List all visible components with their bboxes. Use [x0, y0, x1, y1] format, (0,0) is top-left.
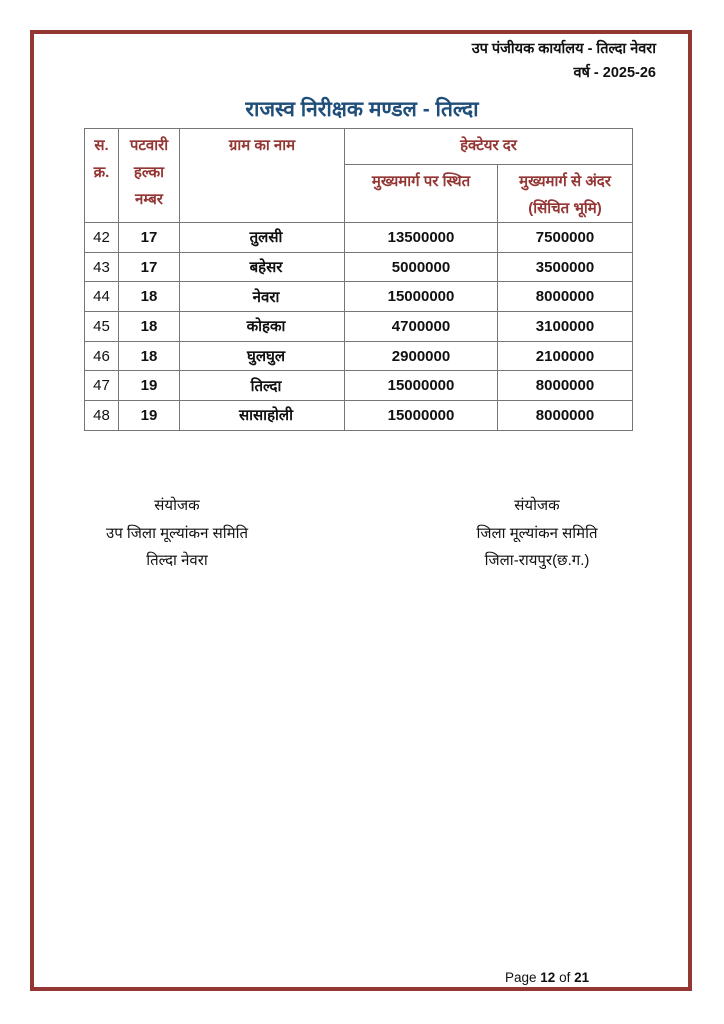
- rate-on-road-cell: 15000000: [345, 371, 498, 401]
- village-cell: बहेसर: [180, 252, 345, 282]
- village-cell: सासाहोली: [180, 401, 345, 431]
- office-header: [472, 37, 656, 85]
- page-title: राजस्व निरीक्षक मण्डल - तिल्दा: [245, 98, 479, 121]
- serial-cell: 45: [85, 312, 119, 342]
- rate-inner-cell: 8000000: [498, 371, 633, 401]
- signature-block-left: [66, 492, 288, 575]
- serial-cell: 46: [85, 341, 119, 371]
- column-header-village: ग्राम का नाम: [180, 129, 345, 223]
- rate-on-road-cell: 5000000: [345, 252, 498, 282]
- table-row: [85, 282, 633, 312]
- total-pages: 21: [574, 970, 590, 985]
- serial-cell: 47: [85, 371, 119, 401]
- rate-on-road-cell: 15000000: [345, 401, 498, 431]
- serial-cell: 44: [85, 282, 119, 312]
- signature-committee: जिला मूल्यांकन समिति: [476, 524, 598, 542]
- halka-cell: 17: [119, 252, 180, 282]
- rate-on-road-cell: 2900000: [345, 341, 498, 371]
- rate-inner-cell: 8000000: [498, 282, 633, 312]
- page-number: 12: [540, 970, 556, 985]
- rate-inner-cell: 2100000: [498, 341, 633, 371]
- rate-inner-cell: 3100000: [498, 312, 633, 342]
- of-label: of: [559, 970, 571, 985]
- page-label: Page: [505, 970, 537, 985]
- signature-place: जिला-रायपुर(छ.ग.): [484, 552, 590, 569]
- table-row: [85, 371, 633, 401]
- year-label: वर्ष - 2025-26: [573, 65, 656, 81]
- column-header-rate-on-road: मुख्यमार्ग पर स्थित: [345, 165, 498, 223]
- rate-inner-cell: 8000000: [498, 401, 633, 431]
- halka-cell: 19: [119, 401, 180, 431]
- signature-role: संयोजक: [154, 497, 200, 514]
- table-row: [85, 252, 633, 282]
- office-name: उप पंजीयक कार्यालय - तिल्दा नेवरा: [471, 41, 656, 57]
- serial-cell: 48: [85, 401, 119, 431]
- rate-inner-cell: 3500000: [498, 252, 633, 282]
- serial-cell: 43: [85, 252, 119, 282]
- table-row: [85, 223, 633, 253]
- village-cell: नेवरा: [180, 282, 345, 312]
- page-footer: [505, 970, 625, 985]
- rate-inner-cell: 7500000: [498, 223, 633, 253]
- signature-role: संयोजक: [514, 497, 560, 514]
- village-cell: कोहका: [180, 312, 345, 342]
- table-row: [85, 312, 633, 342]
- halka-cell: 17: [119, 223, 180, 253]
- village-cell: तुलसी: [180, 223, 345, 253]
- column-header-rate-group: हेक्टेयर दर: [345, 129, 633, 165]
- signature-block-right: [426, 492, 648, 575]
- serial-cell: 42: [85, 223, 119, 253]
- column-header-serial: स. क्र.: [85, 129, 119, 223]
- halka-cell: 18: [119, 282, 180, 312]
- village-cell: घुलघुल: [180, 341, 345, 371]
- halka-cell: 18: [119, 312, 180, 342]
- table-row: [85, 401, 633, 431]
- signature-place: तिल्दा नेवरा: [146, 552, 208, 569]
- table-row: [85, 341, 633, 371]
- table-header-row-1: [85, 129, 633, 165]
- village-cell: तिल्दा: [180, 371, 345, 401]
- halka-cell: 18: [119, 341, 180, 371]
- rate-on-road-cell: 15000000: [345, 282, 498, 312]
- rates-table: [84, 128, 633, 431]
- signature-committee: उप जिला मूल्यांकन समिति: [106, 524, 248, 542]
- rate-on-road-cell: 13500000: [345, 223, 498, 253]
- halka-cell: 19: [119, 371, 180, 401]
- rate-on-road-cell: 4700000: [345, 312, 498, 342]
- column-header-halka: पटवारी हल्का नम्बर: [119, 129, 180, 223]
- column-header-rate-inner: मुख्यमार्ग से अंदर (सिंचित भूमि): [498, 165, 633, 223]
